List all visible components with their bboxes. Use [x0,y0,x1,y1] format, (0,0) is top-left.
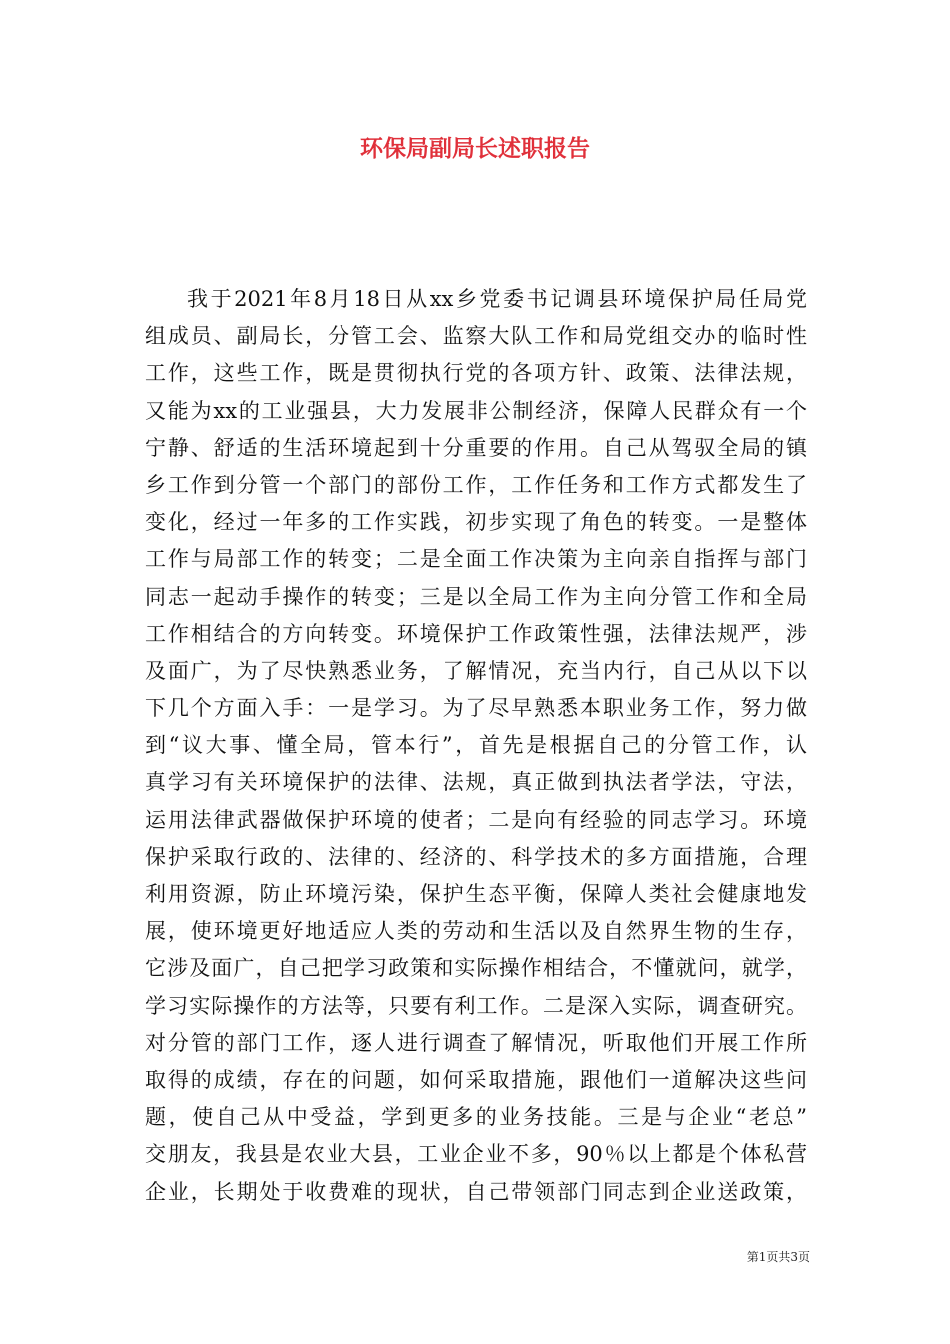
text-line: 题，使自己从中受益，学到更多的业务技能。三是与企业“老总” [145,1105,807,1130]
text-line: 利用资源，防止环境污染，保护生态平衡，保障人类社会健康地发 [145,882,807,906]
document-body [145,281,807,1211]
text-line: 它涉及面广，自己把学习政策和实际操作相结合，不懂就问，就学， [145,956,807,981]
text-line: 工作与局部工作的转变；二是全面工作决策为主向亲自指挥与部门 [145,547,807,572]
text-line: 乡工作到分管一个部门的部份工作，工作任务和工作方式都发生了 [145,472,807,497]
text-line: 组成员、副局长，分管工会、监察大队工作和局党组交办的临时性 [145,324,807,349]
text-line: 取得的成绩，存在的问题，如何采取措施，跟他们一道解决这些问 [145,1067,807,1092]
text-line: 又能为xx的工业强县，大力发展非公制经济，保障人民群众有一个 [145,398,807,423]
text-line: 变化，经过一年多的工作实践，初步实现了角色的转变。一是整体 [145,510,807,535]
page-number: 第1页共3页 [746,1250,810,1264]
text-line: 下几个方面入手：一是学习。为了尽早熟悉本职业务工作，努力做 [145,696,807,721]
text-line: 及面广，为了尽快熟悉业务，了解情况，充当内行，自己从以下以 [145,658,807,683]
text-line: 同志一起动手操作的转变；三是以全局工作为主向分管工作和全局 [145,584,807,609]
document-title: 环保局副局长述职报告 [360,135,590,162]
text-line: 对分管的部门工作，逐人进行调查了解情况，听取他们开展工作所 [145,1030,807,1055]
text-line: 宁静、舒适的生活环境起到十分重要的作用。自己从驾驭全局的镇 [145,435,807,460]
text-line: 保护采取行政的、法律的、经济的、科学技术的多方面措施，合理 [145,844,807,869]
text-line: 真学习有关环境保护的法律、法规，真正做到执法者学法，守法， [145,770,807,795]
text-line: 工作相结合的方向转变。环境保护工作政策性强，法律法规严，涉 [145,621,807,646]
text-line: 运用法律武器做保护环境的使者；二是向有经验的同志学习。环境 [145,807,807,832]
text-line: 到“议大事、懂全局，管本行”，首先是根据自己的分管工作，认 [145,733,807,758]
text-line: 交朋友，我县是农业大县，工业企业不多，90％以上都是个体私营 [145,1142,807,1167]
text-line: 展，使环境更好地适应人类的劳动和生活以及自然界生物的生存， [145,919,807,944]
text-line: 企业，长期处于收费难的现状，自己带领部门同志到企业送政策， [145,1179,807,1204]
text-line: 工作，这些工作，既是贯彻执行党的各项方针、政策、法律法规， [145,361,807,386]
text-line: 我于2021年8月18日从xx乡党委书记调县环境保护局任局党 [187,287,807,311]
text-line: 学习实际操作的方法等，只要有利工作。二是深入实际，调查研究。 [145,993,807,1018]
